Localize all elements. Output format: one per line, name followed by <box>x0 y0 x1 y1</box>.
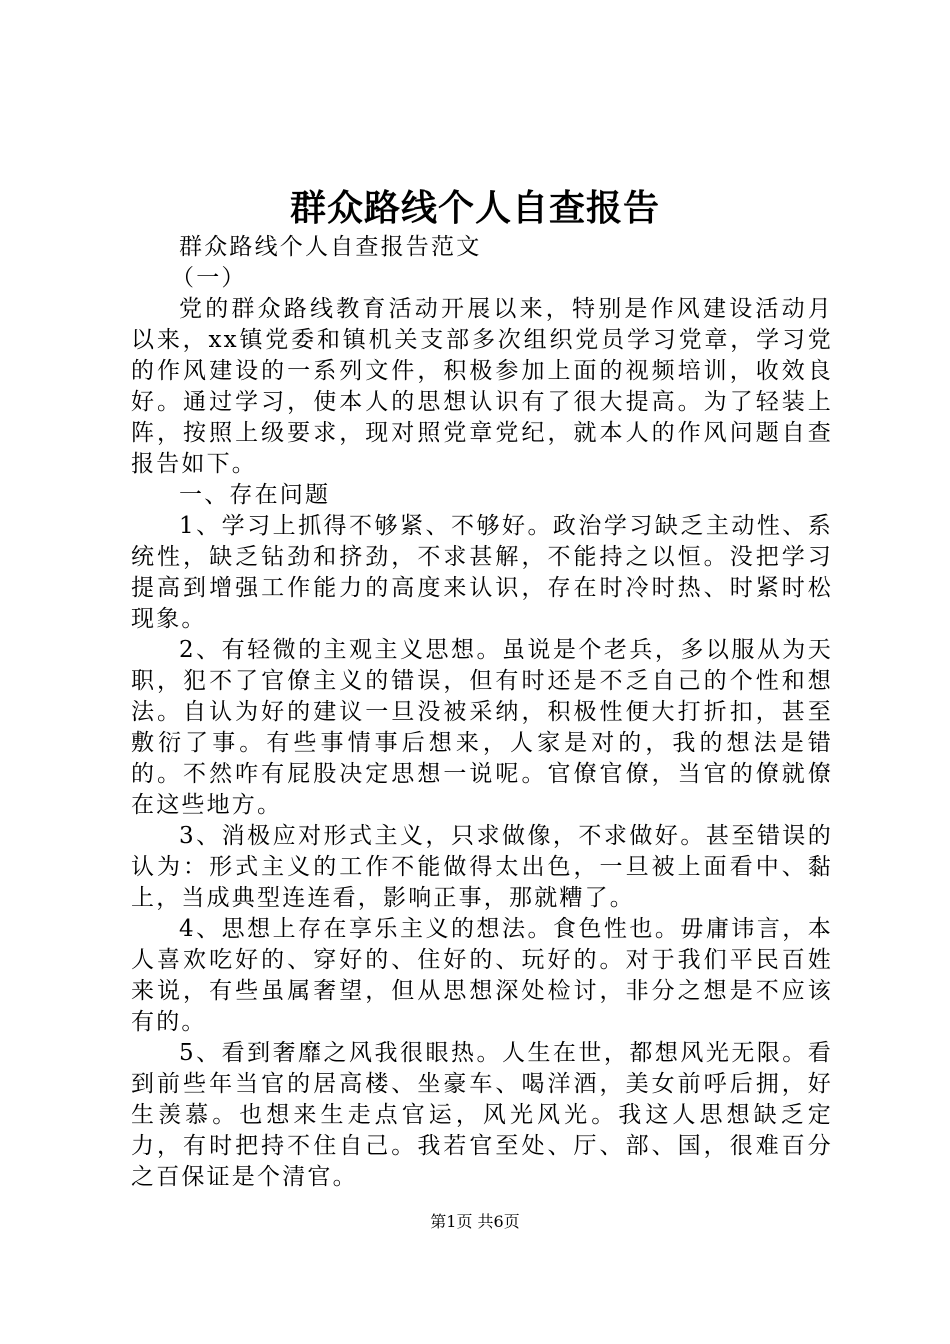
subtitle: 群众路线个人自查报告范文 <box>179 234 482 260</box>
section-marker: （一） <box>171 265 247 291</box>
paragraph-item-2: 2、有轻微的主观主义思想。虽说是个老兵，多以服从为天职，犯不了官僚主义的错误，但有时还是不乏自己的个性和想法。自认为好的建议一旦没被采纳，积极性便大打折扣，甚至敷衍了事。有些事情事后想来，人家是对的，我的想法是错的。不然咋有屁股决定思想一说呢。官僚官僚，当官的僚就僚在这些地方。 <box>131 637 833 818</box>
document-body <box>131 232 833 1193</box>
document-title: 群众路线个人自查报告 <box>289 187 660 229</box>
paragraph-item-4: 4、思想上存在享乐主义的想法。食色性也。毋庸讳言，本人喜欢吃好的、穿好的、住好的、玩好的。对于我们平民百姓来说，有些虽属奢望，但从思想深处检讨，非分之想是不应该有的。 <box>131 916 833 1035</box>
section-heading: 一、存在问题 <box>179 482 331 508</box>
paragraph-item-1: 1、学习上抓得不够紧、不够好。政治学习缺乏主动性、系统性，缺乏钻劲和挤劲，不求甚解，不能持之以恒。没把学习提高到增强工作能力的高度来认识，存在时冷时热、时紧时松现象。 <box>131 513 833 632</box>
page-footer: 第1页 共6页 <box>430 1212 520 1231</box>
paragraph-item-5: 5、看到奢靡之风我很眼热。人生在世，都想风光无限。看到前些年当官的居高楼、坐豪车、喝洋酒，美女前呼后拥，好生羡慕。也想来生走点官运，风光风光。我这人思想缺乏定力，有时把持不住自己。我若官至处、厅、部、国，很难百分之百保证是个清官。 <box>131 1040 833 1190</box>
paragraph-item-3: 3、消极应对形式主义，只求做像，不求做好。甚至错误的认为：形式主义的工作不能做得太出色，一旦被上面看中、黏上，当成典型连连看，影响正事，那就糟了。 <box>131 823 833 911</box>
paragraph-intro: 党的群众路线教育活动开展以来，特别是作风建设活动月以来，xx镇党委和镇机关支部多次组织党员学习党章，学习党的作风建设的一系列文件，积极参加上面的视频培训，收效良好。通过学习，使本人的思想认识有了很大提高。为了轻装上阵，按照上级要求，现对照党章党纪，就本人的作风问题自查报告如下。 <box>131 296 833 477</box>
